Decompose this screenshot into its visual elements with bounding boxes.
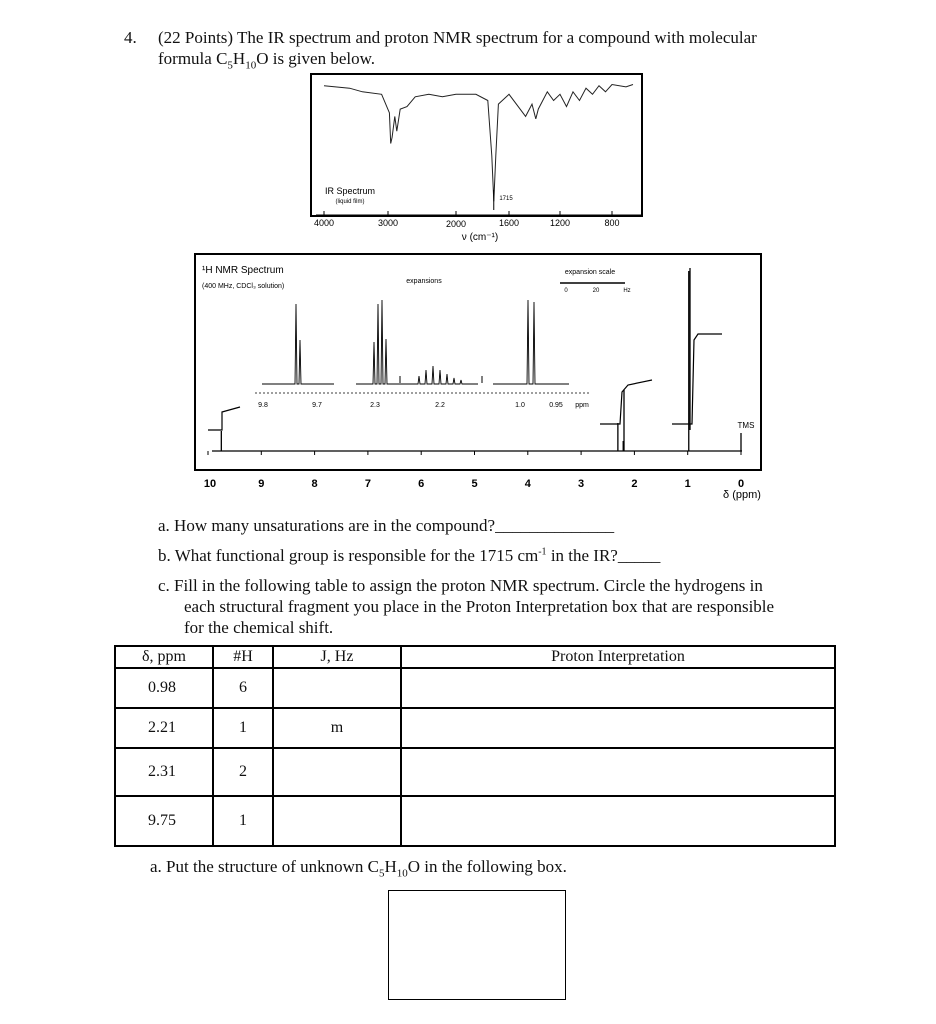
nmr-expansion-tick-label: 1.0 — [515, 402, 525, 409]
nmr-axis-tick-label: 9 — [258, 478, 265, 490]
nmr-expansion-tick-label: 2.2 — [435, 402, 445, 409]
cell-j[interactable] — [273, 796, 401, 846]
header-ppm: δ, ppm — [115, 646, 213, 668]
nmr-axis-tick-label: 3 — [578, 478, 585, 490]
ir-axis-label: ν (cm⁻¹) — [461, 232, 499, 243]
table-row — [115, 708, 835, 748]
cell-ppm: 0.98 — [115, 668, 213, 708]
nmr-integral-trace — [672, 334, 722, 424]
cell-interpretation[interactable] — [401, 708, 835, 748]
nmr-scale-tick-label: 20 — [592, 288, 600, 294]
nmr-expansion-multiplet — [356, 300, 404, 384]
question-b-superscript: -1 — [538, 546, 547, 558]
question-number: 4. — [124, 28, 137, 47]
nmr-expansion-multiplet — [262, 304, 334, 384]
final-question-prefix: a. Put the structure of unknown C — [150, 857, 379, 876]
nmr-expansion-tick-label: 2.3 — [370, 402, 380, 409]
ir-spectrum-trace — [324, 85, 633, 202]
ir-plot-area — [324, 85, 633, 202]
formula-prefix: formula C — [158, 49, 228, 68]
question-line-1: (22 Points) The IR spectrum and proton NMR spectrum for a compound with molecular — [158, 28, 757, 47]
question-c-line-3: for the chemical shift. — [184, 618, 334, 637]
nmr-expansions-label: expansions — [406, 278, 442, 285]
ir-peak-label: 1715 — [499, 196, 513, 202]
cell-nh: 2 — [213, 748, 273, 796]
nmr-tms-label: TMS — [737, 421, 755, 430]
nmr-axis-tick-label: 2 — [631, 478, 638, 490]
nmr-axis-tick-group — [204, 451, 744, 490]
ir-spectrum-chart — [0, 0, 936, 260]
nmr-expansion-tick-group — [255, 393, 590, 409]
nmr-expansion-scale-label: expansion scale — [564, 269, 616, 276]
nmr-title: ¹H NMR Spectrum — [202, 265, 284, 276]
final-h: H — [384, 857, 397, 876]
nmr-scale-tick-group — [564, 288, 630, 294]
final-h-subscript: 10 — [396, 867, 408, 880]
nmr-plot-area — [208, 268, 742, 451]
question-c-line-2: each structural fragment you place in the Proton Interpretation box that are responsible — [184, 597, 775, 616]
question-b-suffix: in the IR?_____ — [546, 546, 661, 565]
formula-o: O — [256, 49, 269, 68]
nmr-scale-tick-label: Hz — [623, 288, 631, 294]
table-row — [115, 796, 835, 846]
nmr-assignment-table — [114, 645, 836, 847]
cell-j[interactable]: m — [273, 708, 401, 748]
nmr-integral-trace — [208, 407, 240, 430]
table-row — [115, 668, 835, 708]
nmr-expansion-tick-label: 0.95 — [549, 402, 563, 409]
nmr-expansion-tick-label: ppm — [575, 402, 589, 409]
cell-nh: 1 — [213, 708, 273, 748]
cell-ppm: 2.31 — [115, 748, 213, 796]
nmr-expansion-tick-label: 9.7 — [312, 402, 322, 409]
ir-subtitle: (liquid film) — [335, 199, 365, 205]
structure-answer-box[interactable] — [388, 890, 566, 1000]
ir-tick-label: 4000 — [313, 218, 335, 228]
cell-ppm: 9.75 — [115, 796, 213, 846]
question-b-prefix: b. What functional group is responsible for the 1715 cm — [158, 546, 539, 565]
nmr-axis-label: δ (ppm) — [723, 489, 761, 501]
ir-tick-label: 800 — [604, 218, 620, 228]
header-interpretation: Proton Interpretation — [401, 646, 835, 668]
ir-tick-label: 1600 — [498, 218, 520, 228]
ir-title: IR Spectrum — [324, 186, 376, 196]
nmr-axis-tick-label: 6 — [418, 478, 425, 490]
nmr-expansion-tick-label: 9.8 — [258, 402, 268, 409]
question-b — [158, 546, 660, 566]
cell-j[interactable] — [273, 748, 401, 796]
cell-interpretation[interactable] — [401, 796, 835, 846]
nmr-axis-tick-label: 7 — [364, 478, 371, 490]
nmr-scale-tick-label: 0 — [564, 288, 568, 294]
cell-nh: 6 — [213, 668, 273, 708]
nmr-integral-trace — [600, 380, 652, 424]
ir-tick-label: 1200 — [549, 218, 571, 228]
formula-c-subscript: 5 — [227, 59, 233, 72]
cell-ppm: 2.21 — [115, 708, 213, 748]
final-c-subscript: 5 — [379, 867, 385, 880]
nmr-spectrum-chart — [0, 250, 936, 510]
question-c-line-1: c. Fill in the following table to assign the proton NMR spectrum. Circle the hydrogens in — [158, 576, 763, 595]
final-question-suffix: O in the following box. — [407, 857, 567, 876]
nmr-expansion-multiplet — [493, 300, 569, 384]
table-row — [115, 748, 835, 796]
nmr-axis-tick-label: 5 — [471, 478, 478, 490]
nmr-axis-tick-label: 8 — [311, 478, 318, 490]
nmr-subtitle: (400 MHz, CDCl₃ solution) — [202, 283, 285, 290]
ir-tick-label: 3000 — [377, 218, 399, 228]
nmr-axis-tick-label: 10 — [203, 478, 217, 490]
final-question — [150, 857, 567, 879]
formula-h: H — [232, 49, 246, 68]
cell-nh: 1 — [213, 796, 273, 846]
question-a: a. How many unsaturations are in the compound?______________ — [158, 516, 615, 535]
header-j: J, Hz — [273, 646, 401, 668]
cell-interpretation[interactable] — [401, 668, 835, 708]
table-header-row — [115, 646, 835, 668]
ir-tick-label: 2000 — [445, 219, 467, 229]
formula-suffix: is given below. — [268, 49, 376, 68]
formula-h-subscript: 10 — [245, 59, 257, 72]
nmr-axis-tick-label: 0 — [737, 478, 745, 490]
nmr-expansion-multiplet — [402, 366, 478, 384]
cell-j[interactable] — [273, 668, 401, 708]
cell-interpretation[interactable] — [401, 748, 835, 796]
header-nh: #H — [213, 646, 273, 668]
nmr-axis-tick-label: 1 — [684, 478, 691, 490]
nmr-axis-tick-label: 4 — [524, 478, 531, 490]
